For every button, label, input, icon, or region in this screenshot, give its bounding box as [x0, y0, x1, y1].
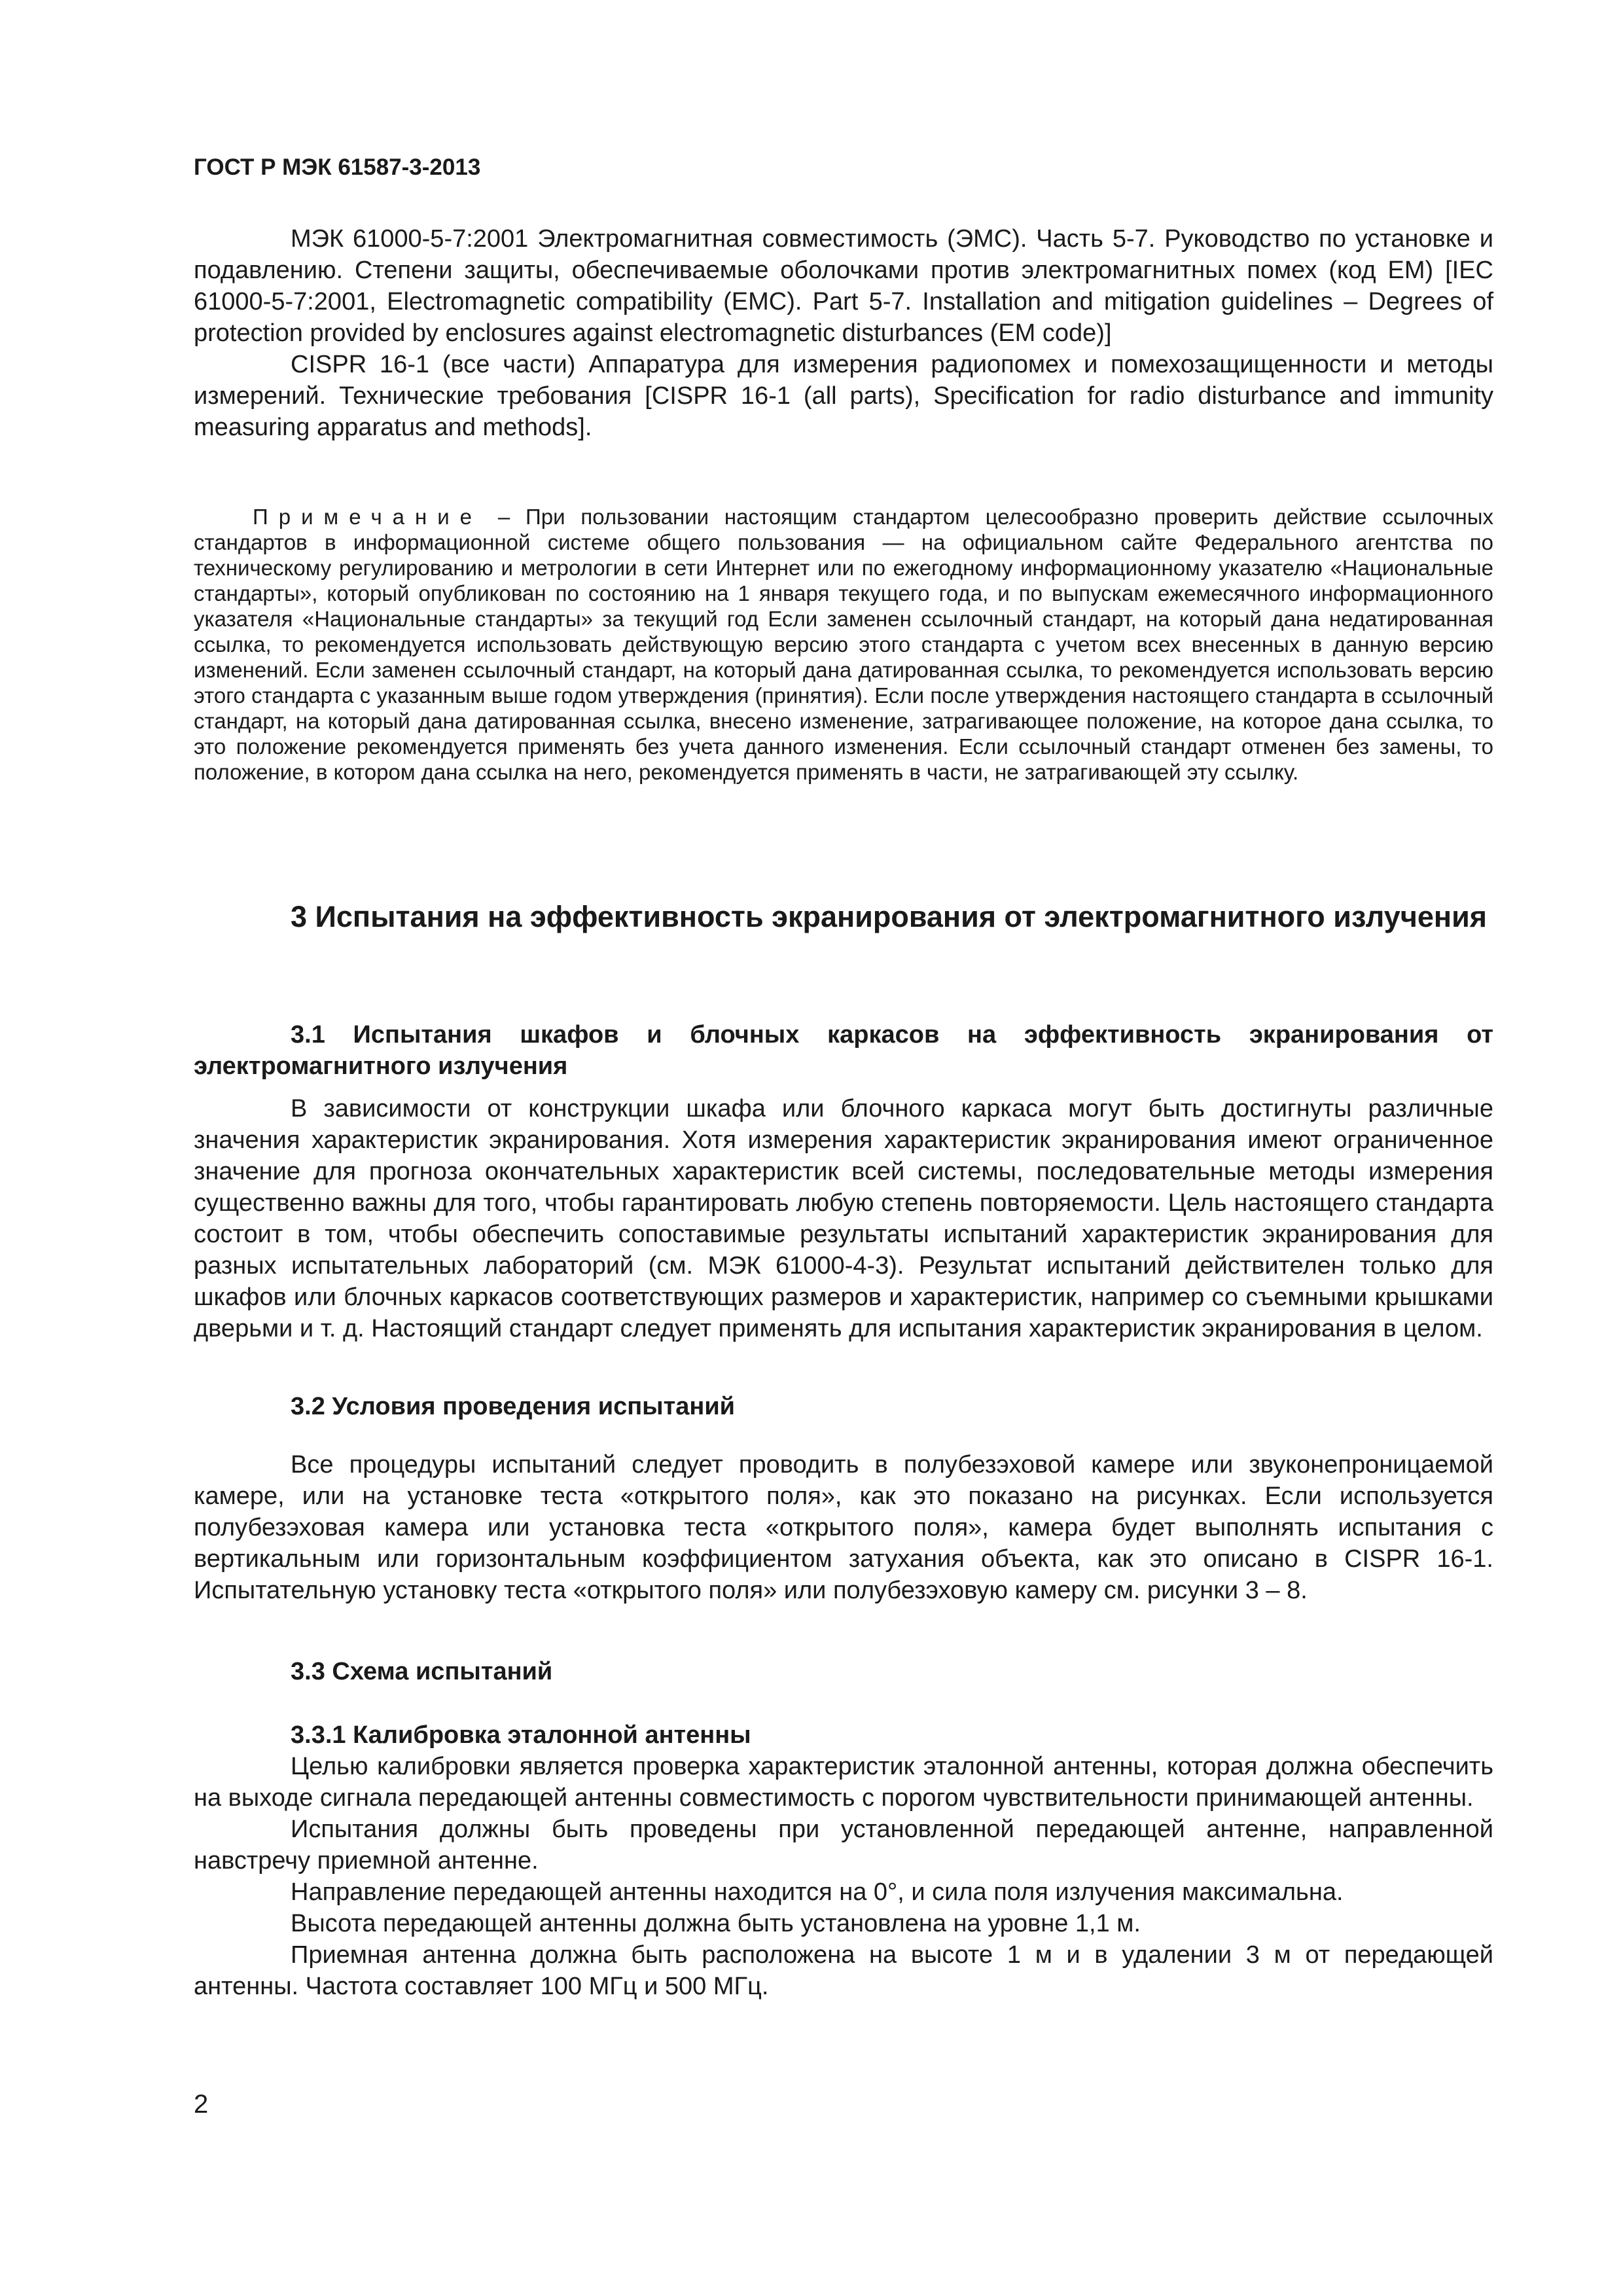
section-3-3-1-body: [194, 1751, 1493, 2002]
normative-references: [194, 223, 1493, 443]
section-3-1-title: 3.1 Испытания шкафов и блочных каркасов на эффективность экранирования от электромагнитного излучения: [194, 1021, 1493, 1080]
note-label: Примечание: [253, 505, 483, 529]
standard-header: ГОСТ Р МЭК 61587-3-2013: [194, 154, 481, 180]
section-3-title: 3 Испытания на эффективность экранирования от электромагнитного излучения: [291, 900, 1487, 933]
section-3-3-title: 3.3 Схема испытаний: [291, 1658, 553, 1685]
reference-iec-61000-5-7: МЭК 61000-5-7:2001 Электромагнитная совместимость (ЭМС). Часть 5-7. Руководство по установке и подавлению. Степени защиты, обеспечиваемые оболочками против электромагнитных помех (код ЕМ) [IEC 61000-5-7:2001, Electromagnetic compatibility (EMC). Part 5-7. Installation and mitigation guidelines – Degrees of protection provided by enclosures against electromagnetic disturbances (EM code)]: [194, 225, 1493, 347]
section-3-3-1-title: 3.3.1 Калибровка эталонной антенны: [291, 1721, 751, 1749]
calibration-paragraph: Приемная антенна должна быть расположена на высоте 1 м и в удалении 3 м от передающей антенны. Частота составляет 100 МГц и 500 МГц.: [194, 1941, 1493, 2000]
page-number: 2: [194, 2090, 209, 2119]
section-3-2-paragraph: Все процедуры испытаний следует проводить в полубезэховой камере или звуконепроницаемой камере, или на установке теста «открытого поля», как это показано на рисунках. Если используется полубезэховая камера или установка теста «открытого поля», камера будет выполнять испытания с вертикальным или горизонтальным коэффициентом затухания объекта, как это описано в CISPR 16-1. Испытательную установку теста «открытого поля» или полубезэховую камеру см. рисунки 3 – 8.: [194, 1451, 1493, 1604]
calibration-paragraph: Испытания должны быть проведены при установленной передающей антенне, направленной навстречу приемной антенне.: [194, 1816, 1493, 1874]
section-3-2-title: 3.2 Условия проведения испытаний: [291, 1393, 736, 1420]
calibration-paragraph: Высота передающей антенны должна быть установлена на уровне 1,1 м.: [291, 1910, 1141, 1937]
section-3-1-body: [194, 1093, 1493, 1344]
calibration-paragraph: Целью калибровки является проверка характеристик эталонной антенны, которая должна обеспечить на выходе сигнала передающей антенны совместимость с порогом чувствительности принимающей антенны.: [194, 1753, 1493, 1812]
note-text: – При пользовании настоящим стандартом целесообразно проверить действие ссылочных стандартов в информационной системе общего пользования — на официальном сайте Федерального агентства по техническому регулированию и метрологии в сети Интернет или по ежегодному информационному указателю «Национальные стандарты», который опубликован по состоянию на 1 января текущего года, и по выпускам ежемесячного информационного указателя «Национальные стандарты» за текущий год Если заменен ссылочный стандарт, на который дана недатированная ссылка, то рекомендуется использовать действующую версию этого стандарта с учетом всех внесенных в данную версию изменений. Если заменен ссылочный стандарт, на который дана датированная ссылка, то рекомендуется использовать версию этого стандарта с указанным выше годом утверждения (принятия). Если после утверждения настоящего стандарта в ссылочный стандарт, на который дана датированная ссылка, внесено изменение, затрагивающее положение, на которое дана ссылка, то это положение рекомендуется применять без учета данного изменения. Если ссылочный стандарт отменен без замены, то положение, в котором дана ссылка на него, рекомендуется применять в части, не затрагивающей эту ссылку.: [194, 505, 1493, 784]
section-3-2-body: [194, 1449, 1493, 1606]
reference-cispr-16-1: CISPR 16-1 (все части) Аппаратура для измерения радиопомех и помехозащищенности и методы измерений. Технические требования [CISPR 16-1 (all parts), Specification for radio disturbance and immunity measuring apparatus and methods].: [194, 351, 1493, 441]
calibration-paragraph: Направление передающей антенны находится на 0°, и сила поля излучения максимальна.: [291, 1878, 1344, 1906]
note-paragraph: [194, 504, 1493, 785]
section-3-1-paragraph: В зависимости от конструкции шкафа или блочного каркаса могут быть достигнуты различные значения характеристик экранирования. Хотя измерения характеристик экранирования имеют ограниченное значение для прогноза окончательных характеристик всей системы, последовательные методы измерения существенно важны для того, чтобы гарантировать любую степень повторяемости. Цель настоящего стандарта состоит в том, чтобы обеспечить сопоставимые результаты испытаний характеристик экранирования для разных испытательных лабораторий (см. МЭК 61000-4-3). Результат испытаний действителен только для шкафов или блочных каркасов соответствующих размеров и характеристик, например со съемными крышками дверьми и т. д. Настоящий стандарт следует применять для испытания характеристик экранирования в целом.: [194, 1095, 1493, 1342]
